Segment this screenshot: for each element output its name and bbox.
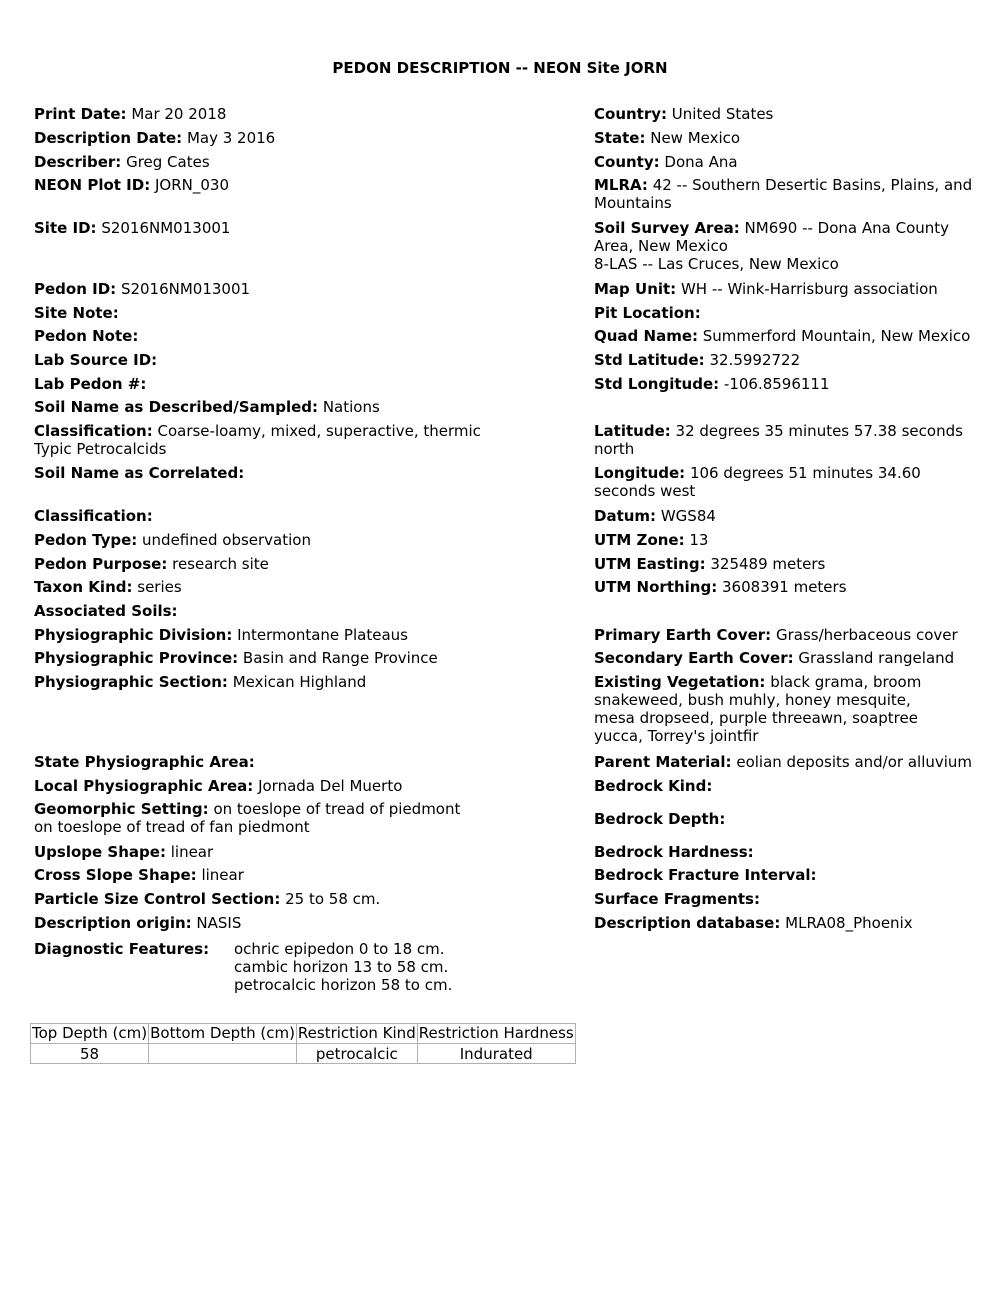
restriction-table (30, 1023, 576, 1064)
field-print-date: Print Date: Mar 20 2018 (34, 105, 227, 123)
field-site-note: Site Note: (34, 304, 119, 322)
field-diagnostic-features: Diagnostic Features: ochric epipedon 0 to 18 cm. cambic horizon 13 to 58 cm. petrocalcic horizon 58 to cm. (34, 940, 453, 994)
field-pedon-id: Pedon ID: S2016NM013001 (34, 280, 251, 298)
column-header-restriction-kind: Restriction Kind (297, 1024, 416, 1042)
diagnostic-feature: petrocalcic horizon 58 to cm. (234, 976, 453, 994)
field-describer: Describer: Greg Cates (34, 153, 210, 171)
column-header-bottom-depth: Bottom Depth (cm) (150, 1024, 295, 1042)
diagnostic-features-list (234, 940, 452, 994)
field-parent-material: Parent Material: eolian deposits and/or alluvium (594, 753, 973, 771)
cell-top-depth: 58 (31, 1044, 149, 1064)
table-row (31, 1044, 576, 1064)
diagnostic-feature: cambic horizon 13 to 58 cm. (234, 958, 449, 976)
field-description-date: Description Date: May 3 2016 (34, 129, 276, 147)
field-pedon-note: Pedon Note: (34, 327, 139, 345)
field-upslope-shape: Upslope Shape: linear (34, 843, 214, 861)
field-std-latitude: Std Latitude: 32.5992722 (594, 351, 801, 369)
field-soil-name-correlated: Soil Name as Correlated: (34, 464, 245, 482)
diagnostic-feature: ochric epipedon 0 to 18 cm. (234, 940, 445, 958)
field-primary-earth-cover: Primary Earth Cover: Grass/herbaceous cover (594, 626, 958, 644)
page-title: PEDON DESCRIPTION -- NEON Site JORN (332, 59, 668, 77)
field-classification-correlated: Classification: (34, 507, 153, 525)
field-utm-northing: UTM Northing: 3608391 meters (594, 578, 847, 596)
field-secondary-earth-cover: Secondary Earth Cover: Grassland rangeland (594, 649, 955, 667)
field-neon-plot-id: NEON Plot ID: JORN_030 (34, 176, 229, 194)
field-physiographic-province: Physiographic Province: Basin and Range Province (34, 649, 438, 667)
field-description-origin: Description origin: NASIS (34, 914, 242, 932)
cell-restriction-kind: petrocalcic (296, 1044, 417, 1064)
field-bedrock-depth: Bedrock Depth: (594, 810, 726, 828)
field-physiographic-division: Physiographic Division: Intermontane Plateaus (34, 626, 408, 644)
field-bedrock-hardness: Bedrock Hardness: (594, 843, 754, 861)
field-cross-slope-shape: Cross Slope Shape: linear (34, 866, 244, 884)
field-geomorphic-setting: Geomorphic Setting: on toeslope of tread of piedmont on toeslope of tread of fan piedmont (34, 800, 461, 836)
field-lab-source-id: Lab Source ID: (34, 351, 158, 369)
field-latitude: Latitude: 32 degrees 35 minutes 57.38 seconds north (594, 422, 963, 458)
field-pedon-purpose: Pedon Purpose: research site (34, 555, 269, 573)
column-header-top-depth: Top Depth (cm) (32, 1024, 148, 1042)
field-description-database: Description database: MLRA08_Phoenix (594, 914, 913, 932)
field-bedrock-kind: Bedrock Kind: (594, 777, 713, 795)
field-soil-name-described: Soil Name as Described/Sampled: Nations (34, 398, 380, 416)
field-std-longitude: Std Longitude: -106.8596111 (594, 375, 830, 393)
field-mlra: MLRA: 42 -- Southern Desertic Basins, Plains, and Mountains (594, 176, 973, 212)
table-header-row (31, 1024, 576, 1044)
field-lab-pedon: Lab Pedon #: (34, 375, 147, 393)
field-country: Country: United States (594, 105, 774, 123)
field-associated-soils: Associated Soils: (34, 602, 178, 620)
cell-restriction-hardness: Indurated (417, 1044, 575, 1064)
field-state: State: New Mexico (594, 129, 741, 147)
field-particle-size-control: Particle Size Control Section: 25 to 58 cm. (34, 890, 381, 908)
field-utm-zone: UTM Zone: 13 (594, 531, 709, 549)
field-taxon-kind: Taxon Kind: series (34, 578, 182, 596)
field-state-physiographic-area: State Physiographic Area: (34, 753, 255, 771)
field-physiographic-section: Physiographic Section: Mexican Highland (34, 673, 367, 691)
field-site-id: Site ID: S2016NM013001 (34, 219, 231, 237)
field-pedon-type: Pedon Type: undefined observation (34, 531, 311, 549)
field-classification: Classification: Coarse-loamy, mixed, superactive, thermic Typic Petrocalcids (34, 422, 481, 458)
field-utm-easting: UTM Easting: 325489 meters (594, 555, 826, 573)
field-longitude: Longitude: 106 degrees 51 minutes 34.60 seconds west (594, 464, 921, 500)
column-header-restriction-hardness: Restriction Hardness (418, 1024, 574, 1042)
field-datum: Datum: WGS84 (594, 507, 716, 525)
field-surface-fragments: Surface Fragments: (594, 890, 760, 908)
field-soil-survey-area: Soil Survey Area: NM690 -- Dona Ana County Area, New Mexico 8-LAS -- Las Cruces, New Mexico (594, 219, 950, 273)
field-existing-vegetation: Existing Vegetation: black grama, broom snakeweed, bush muhly, honey mesquite, mesa dropseed, purple threeawn, soaptree yucca, Torrey's jointfir (594, 673, 922, 745)
field-county: County: Dona Ana (594, 153, 738, 171)
field-bedrock-fracture-interval: Bedrock Fracture Interval: (594, 866, 817, 884)
field-local-physiographic-area: Local Physiographic Area: Jornada Del Muerto (34, 777, 403, 795)
field-map-unit: Map Unit: WH -- Wink-Harrisburg association (594, 280, 938, 298)
cell-bottom-depth (149, 1044, 297, 1064)
field-pit-location: Pit Location: (594, 304, 701, 322)
field-quad-name: Quad Name: Summerford Mountain, New Mexico (594, 327, 971, 345)
